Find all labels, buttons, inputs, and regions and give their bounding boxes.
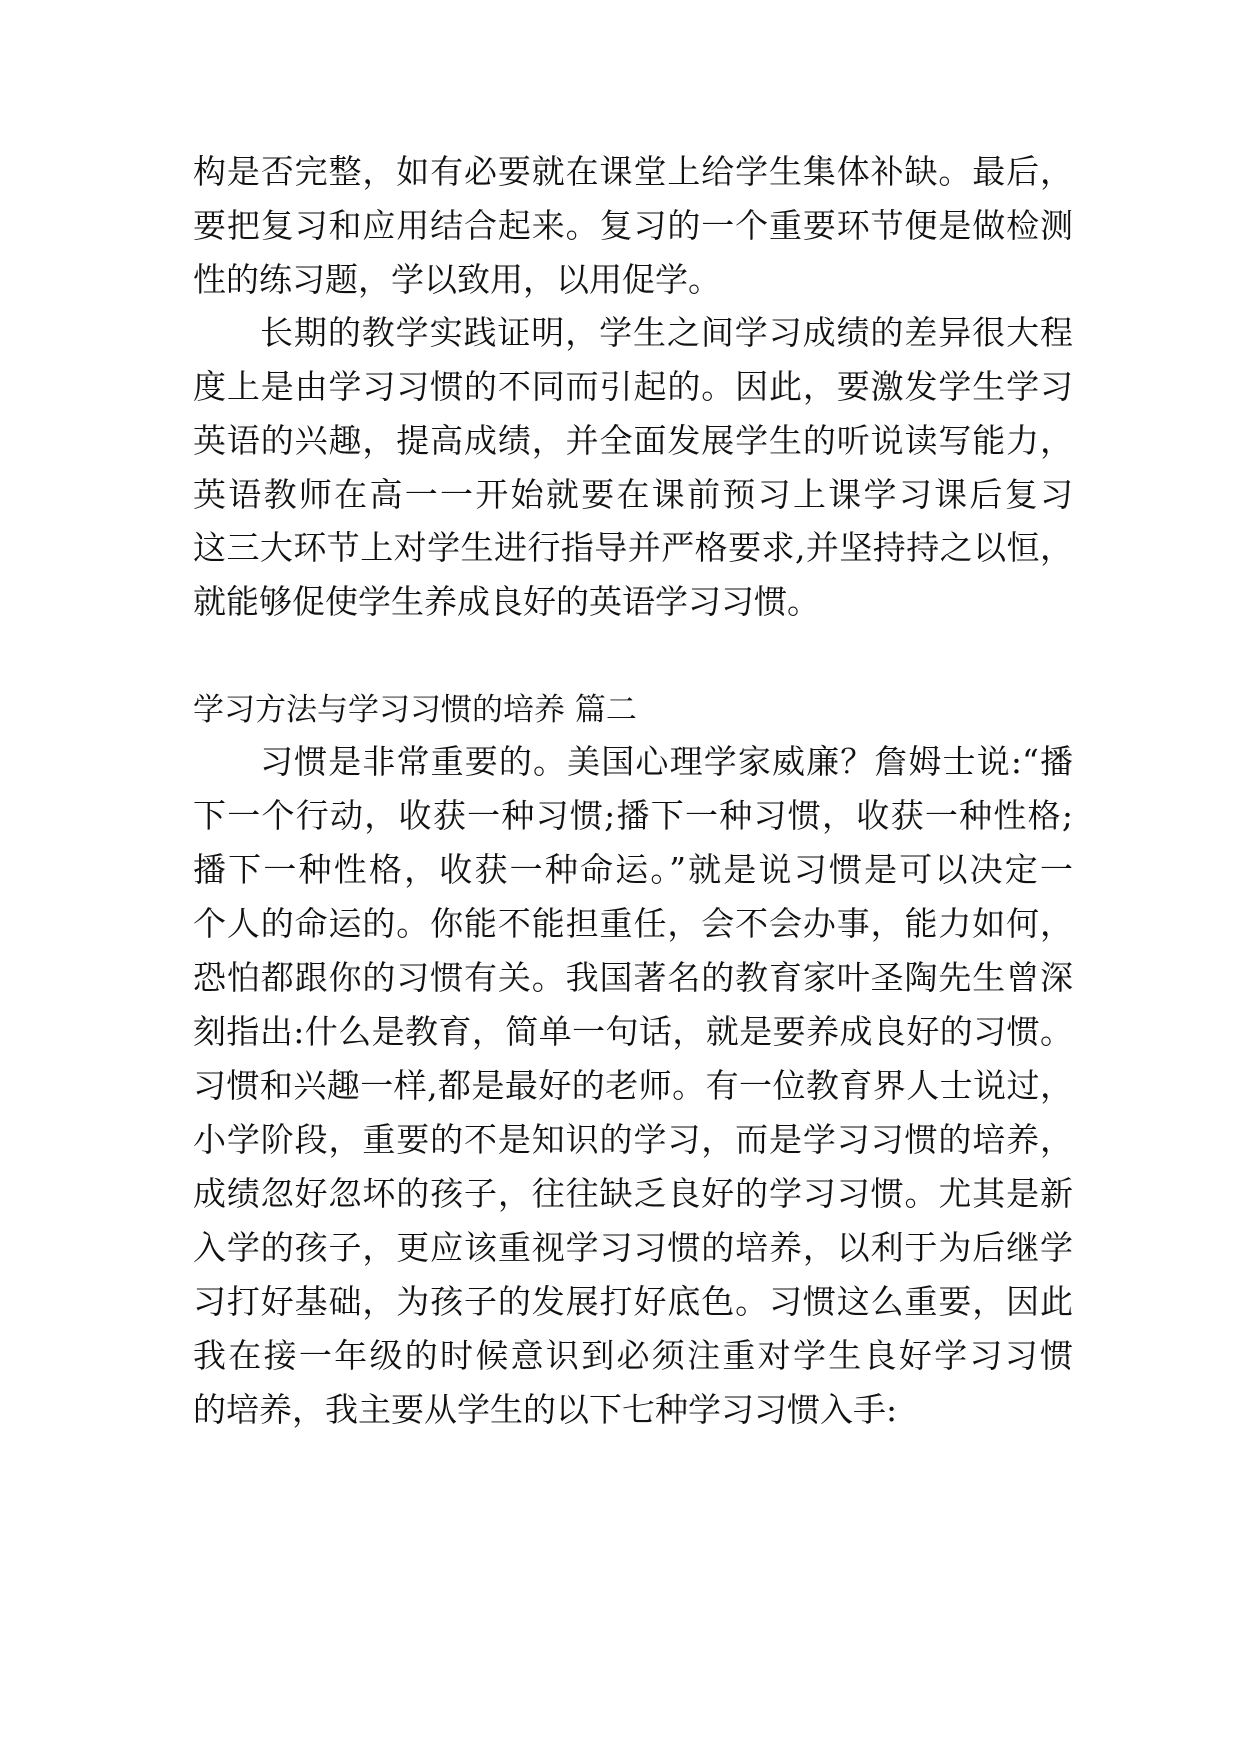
paragraph-line: 度上是由学习习惯的不同而引起的。因此，要激发学生学习 [193,367,1073,406]
paragraph-line: 下一个行动，收获一种习惯;播下一种习惯，收获一种性格; [193,796,1073,835]
paragraph-line: 恐怕都跟你的习惯有关。我国著名的教育家叶圣陶先生曾深 [193,958,1073,997]
paragraph-line: 习惯和兴趣一样,都是最好的老师。有一位教育界人士说过， [193,1066,1073,1105]
section-heading: 学习方法与学习习惯的培养 篇二 [193,692,637,728]
paragraph-line: 我在接一年级的时候意识到必须注重对学生良好学习习惯 [193,1336,1073,1375]
paragraph-line: 性的练习题，学以致用，以用促学。 [193,260,721,299]
paragraph-line: 这三大环节上对学生进行指导并严格要求,并坚持持之以恒， [193,528,1073,567]
paragraph-line: 英语教师在高一一开始就要在课前预习上课学习课后复习 [193,475,1073,514]
paragraph-line: 英语的兴趣，提高成绩，并全面发展学生的听说读写能力， [193,421,1073,460]
paragraph-line: 小学阶段，重要的不是知识的学习，而是学习习惯的培养， [193,1120,1073,1159]
paragraph-line: 习惯是非常重要的。美国心理学家威廉？詹姆士说:“播 [260,742,1073,781]
paragraph-line: 就能够促使学生养成良好的英语学习习惯。 [193,582,820,621]
paragraph-line: 成绩忽好忽坏的孩子，往往缺乏良好的学习习惯。尤其是新 [193,1174,1073,1213]
paragraph-line: 构是否完整，如有必要就在课堂上给学生集体补缺。最后， [193,152,1073,191]
paragraph-line: 要把复习和应用结合起来。复习的一个重要环节便是做检测 [193,206,1073,245]
paragraph-line: 长期的教学实践证明，学生之间学习成绩的差异很大程 [260,313,1073,352]
paragraph-line: 习打好基础，为孩子的发展打好底色。习惯这么重要，因此 [193,1282,1073,1321]
paragraph-line: 的培养，我主要从学生的以下七种学习习惯入手: [193,1390,898,1429]
paragraph-line: 刻指出:什么是教育，简单一句话，就是要养成良好的习惯。 [193,1012,1073,1051]
paragraph-line: 入学的孩子，更应该重视学习习惯的培养，以利于为后继学 [193,1228,1073,1267]
paragraph-line: 播下一种性格，收获一种命运。”就是说习惯是可以决定一 [193,850,1073,889]
paragraph-line: 个人的命运的。你能不能担重任，会不会办事，能力如何， [193,904,1073,943]
